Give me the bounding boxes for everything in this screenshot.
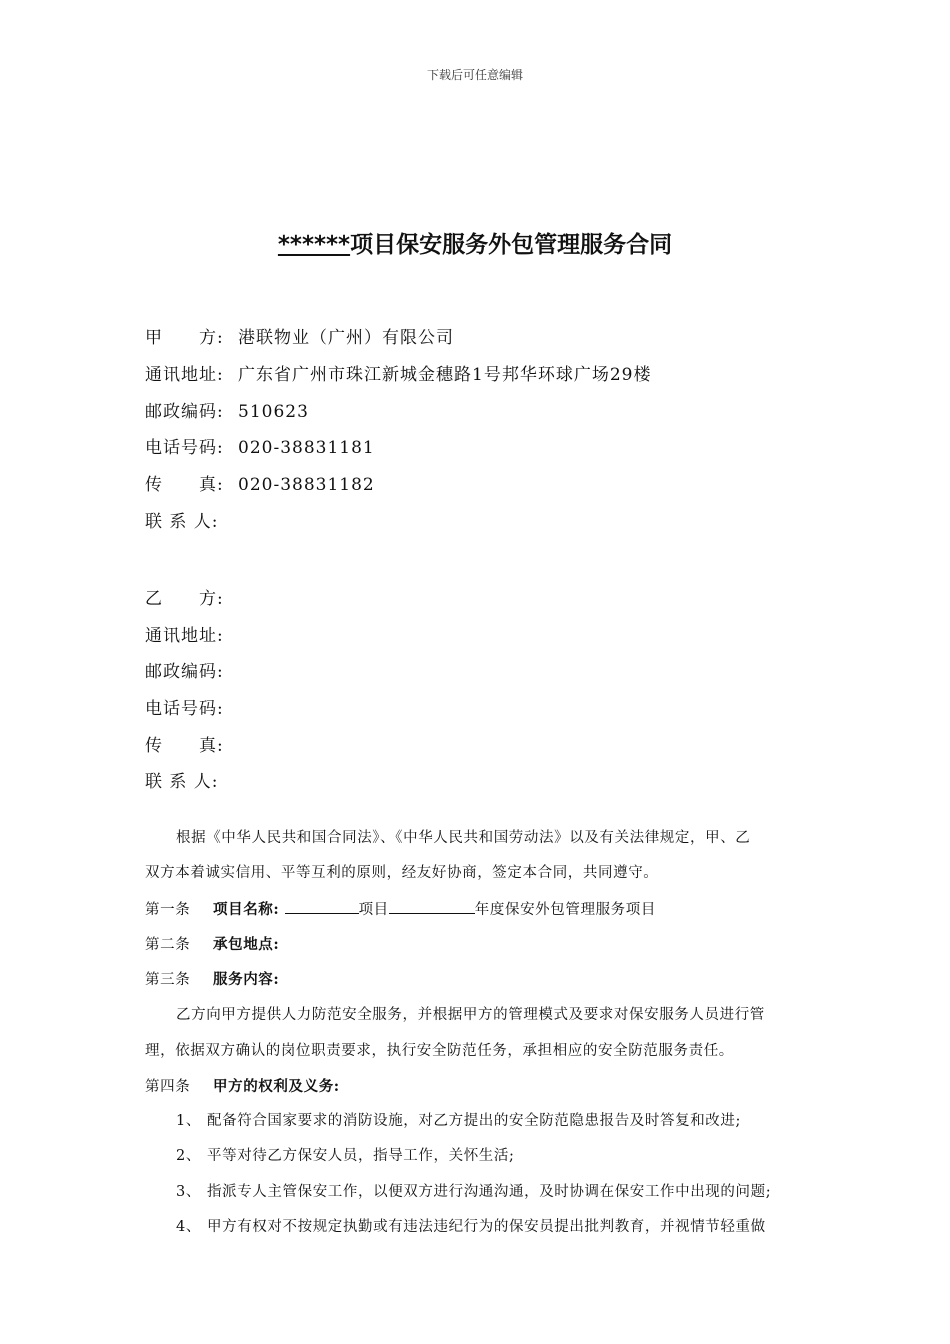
item-text: 配备符合国家要求的消防设施，对乙方提出的安全防范隐患报告及时答复和改进; [207, 1113, 741, 1129]
article-1 [145, 898, 656, 919]
article-text: 项目 [358, 902, 389, 918]
phone-value: 020-38831181 [238, 438, 375, 458]
address-label: 通讯地址: [145, 626, 224, 646]
party-b-fax-row [145, 731, 238, 756]
party-a-row [145, 323, 454, 348]
party-a-contact-row [145, 507, 238, 532]
postcode-label: 邮政编码: [145, 662, 224, 682]
article-title: 甲方的权利及义务: [213, 1078, 340, 1095]
party-b-contact-row [145, 767, 238, 792]
item-number: 4、 [176, 1219, 201, 1235]
item-number: 2、 [176, 1148, 201, 1164]
article-number: 第三条 [145, 972, 191, 988]
contact-label: 联 系 人: [145, 512, 219, 532]
fax-label: 传 真: [145, 736, 224, 756]
phone-label: 电话号码: [145, 699, 224, 719]
article-2 [145, 933, 279, 954]
article-number: 第四条 [145, 1079, 191, 1095]
article-number: 第二条 [145, 937, 191, 953]
list-item [176, 1144, 514, 1165]
fax-value: 020-38831182 [238, 475, 375, 495]
article-4 [145, 1075, 340, 1096]
article-text: 年度保安外包管理服务项目 [474, 902, 656, 918]
party-b-address-row [145, 621, 238, 646]
article-title: 承包地点: [213, 936, 280, 953]
title-text: 项目保安服务外包管理服务合同 [350, 232, 673, 258]
blank-field [285, 899, 359, 914]
phone-label: 电话号码: [145, 438, 224, 458]
list-item [176, 1215, 766, 1236]
article-number: 第一条 [145, 902, 191, 918]
item-number: 1、 [176, 1113, 201, 1129]
address-label: 通讯地址: [145, 365, 224, 385]
party-b-phone-row [145, 694, 238, 719]
party-a-address-row [145, 360, 651, 385]
list-item [176, 1109, 741, 1130]
article-3-body-line: 理，依据双方确认的岗位职责要求，执行安全防范任务，承担相应的安全防范服务责任。 [145, 1043, 734, 1059]
fax-label: 传 真: [145, 475, 224, 495]
party-a-postcode-row [145, 397, 309, 422]
preamble-line: 双方本着诚实信用、平等互利的原则，经友好协商，签定本合同，共同遵守。 [145, 865, 659, 881]
postcode-label: 邮政编码: [145, 402, 224, 422]
party-a-value: 港联物业（广州）有限公司 [238, 328, 454, 348]
contact-label: 联 系 人: [145, 772, 219, 792]
party-b-label: 乙 方: [145, 589, 224, 609]
header-note: 下载后可任意编辑 [426, 68, 523, 82]
party-b-row [145, 584, 238, 609]
list-item [176, 1180, 771, 1201]
item-text: 平等对待乙方保安人员，指导工作，关怀生活; [207, 1148, 515, 1164]
title-placeholder: ****** [277, 232, 351, 258]
postcode-value: 510623 [238, 402, 309, 422]
party-b-postcode-row [145, 657, 238, 682]
document-title [0, 226, 950, 259]
item-text: 指派专人主管保安工作，以便双方进行沟通沟通，及时协调在保安工作中出现的问题; [207, 1184, 772, 1200]
preamble-line: 根据《中华人民共和国合同法》、《中华人民共和国劳动法》以及有关法律规定，甲、乙 [176, 830, 751, 846]
article-title: 服务内容: [213, 971, 280, 988]
article-3-body-line: 乙方向甲方提供人力防范安全服务，并根据甲方的管理模式及要求对保安服务人员进行管 [176, 1007, 765, 1023]
article-title: 项目名称: [213, 901, 280, 918]
party-a-label: 甲 方: [145, 328, 224, 348]
blank-field [389, 899, 475, 914]
party-a-phone-row [145, 433, 375, 458]
address-value: 广东省广州市珠江新城金穗路1号邦华环球广场29楼 [238, 365, 652, 385]
party-a-fax-row [145, 470, 375, 495]
item-text: 甲方有权对不按规定执勤或有违法违纪行为的保安员提出批判教育，并视情节轻重做 [207, 1219, 766, 1235]
item-number: 3、 [176, 1184, 201, 1200]
article-3 [145, 968, 279, 989]
